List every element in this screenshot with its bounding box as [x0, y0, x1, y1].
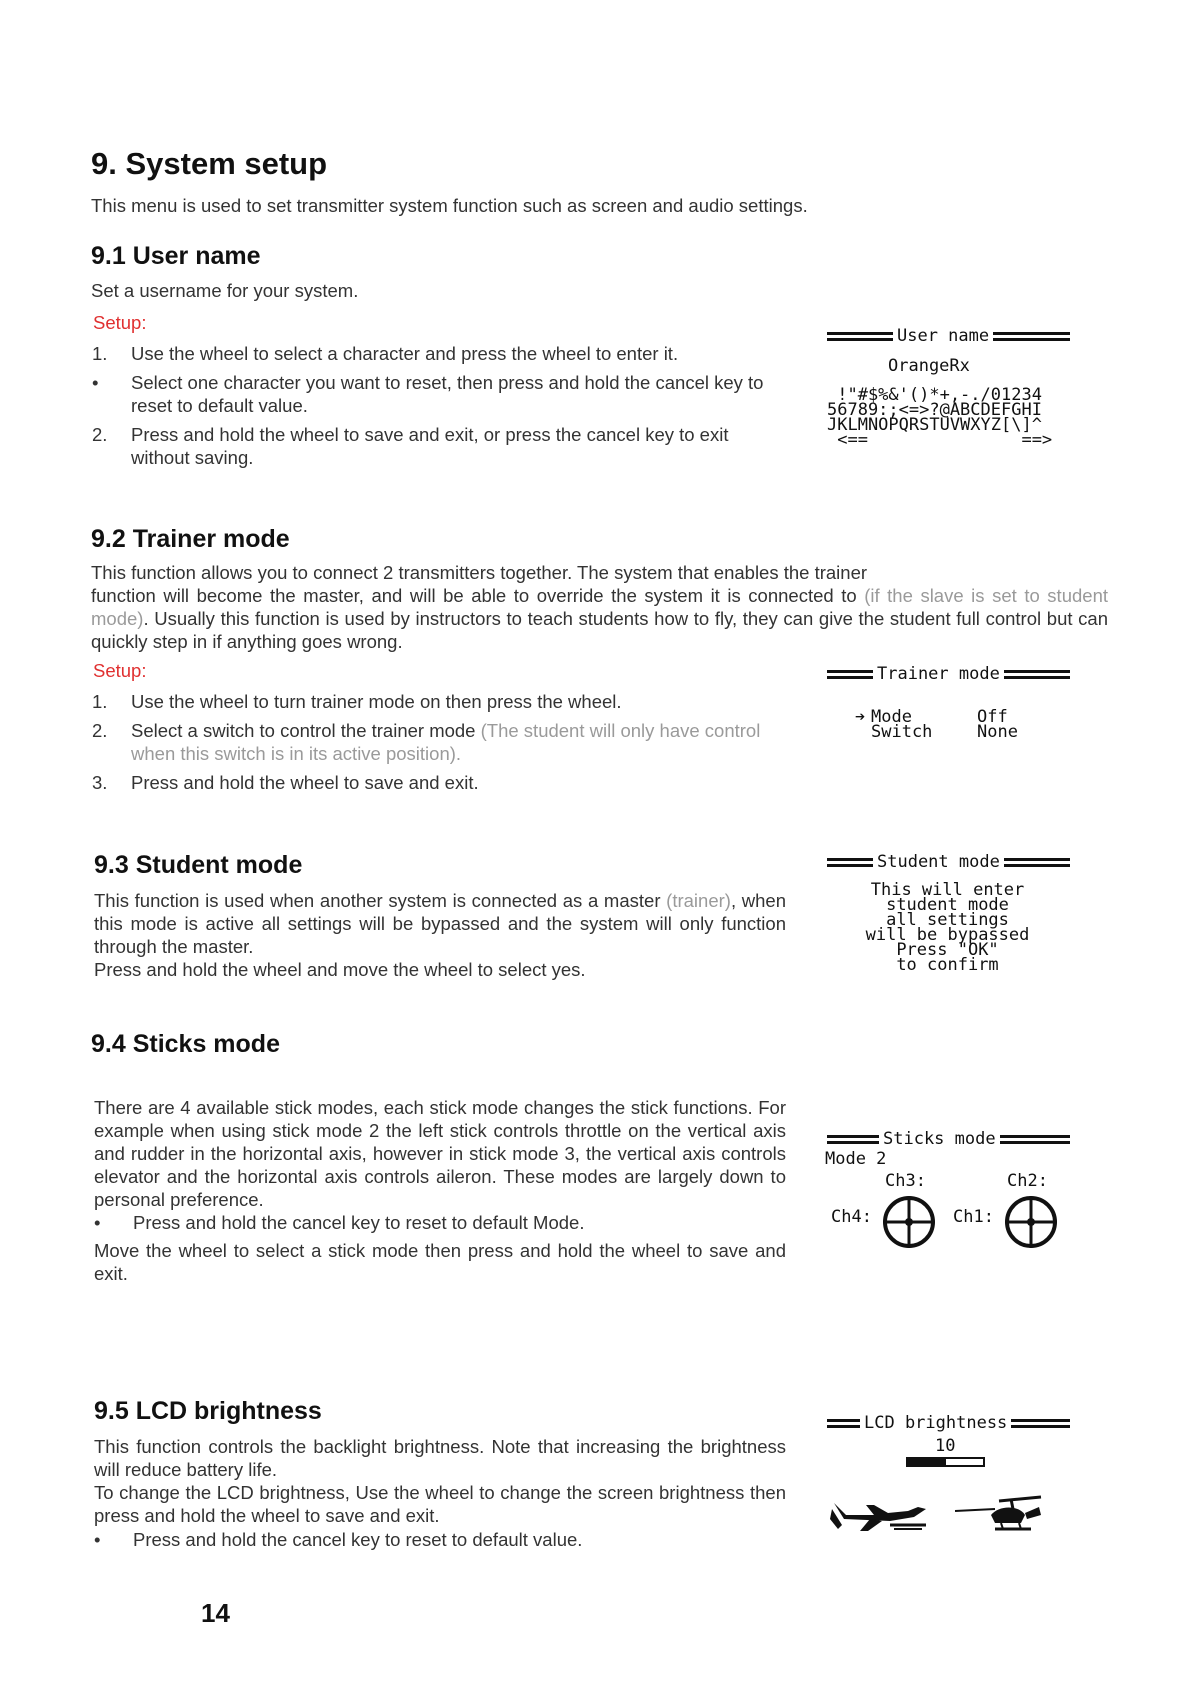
list-marker: •: [94, 1212, 101, 1233]
lcd-title-bar: [1004, 670, 1070, 679]
lcd-sticks-title: [827, 1129, 1070, 1149]
lcd-right-stick-horizontal: Ch1:: [953, 1207, 994, 1227]
list-text-note: (The student will only have control when this switch is in its active position).: [131, 720, 761, 764]
sticks-mode-bullet: [94, 1211, 784, 1234]
lcd-message-line: will be bypassed: [865, 925, 1030, 945]
user-name-step-2: [92, 423, 772, 469]
lcd-left-stick-horizontal: Ch4:: [831, 1207, 872, 1227]
lcd-student-title: [827, 852, 1070, 872]
trainer-mode-setup-label: Setup:: [93, 660, 147, 681]
lcd-charset-row: JKLMNOPQRSTUVWXYZ[\]^: [827, 415, 1042, 435]
lcd-left-stick-vertical: Ch3:: [885, 1171, 926, 1191]
lcd-brightness-p1: This function controls the backlight brightness. Note that increasing the brightness will reduce battery life.: [94, 1436, 786, 1480]
lcd-message-line: Press "OK": [896, 940, 999, 960]
list-text: Use the wheel to turn trainer mode on then press the wheel.: [131, 691, 622, 712]
user-name-bullet: [92, 371, 772, 417]
list-text: Press and hold the wheel to save and exit, or press the cancel key to exit without saving.: [131, 424, 729, 468]
sticks-mode-p1: There are 4 available stick modes, each stick mode changes the stick functions. For example when using stick mode 2 the left stick controls throttle on the vertical axis and rudder in the horizontal axis, however in stick mode 3, the vertical axis controls elevator and the horizontal axis controls aileron. These modes are largely down to personal preference.: [94, 1097, 786, 1210]
student-p1-note: (trainer): [666, 890, 731, 911]
list-marker: 2.: [92, 720, 108, 741]
lcd-title-bar: [993, 332, 1070, 341]
lcd-brightness-fill: [908, 1459, 946, 1465]
lcd-title-bar: [827, 670, 873, 679]
section-user-name-heading: 9.1 User name: [91, 242, 261, 270]
trainer-step-1: [92, 690, 772, 713]
student-p1-text: , when this mode is active all settings will be bypassed and the system will only function through the master.: [94, 890, 786, 957]
lcd-trainer-title: [827, 664, 1070, 684]
list-marker: •: [94, 1529, 101, 1550]
student-mode-p2: Press and hold the wheel and move the wheel to select yes.: [94, 959, 586, 980]
lcd-message-line: student mode: [886, 895, 1009, 915]
section-student-mode-heading: 9.3 Student mode: [94, 851, 303, 879]
lcd-charset: [827, 385, 1053, 450]
helicopter-icon: [955, 1495, 1045, 1535]
lcd-title-text: Sticks mode: [883, 1129, 996, 1149]
lcd-right-stick-vertical: Ch2:: [1007, 1171, 1048, 1191]
sticks-mode-p2: Move the wheel to select a stick mode then press and hold the wheel to save and exit.: [94, 1240, 786, 1284]
lcd-title-bar: [827, 1135, 879, 1144]
lcd-title-bar: [827, 1419, 860, 1428]
lcd-brightness-value: 10: [935, 1436, 956, 1456]
list-text: Press and hold the cancel key to reset to default Mode.: [133, 1212, 585, 1233]
lcd-mode-label: Mode: [871, 707, 912, 727]
user-name-step-1: [92, 342, 772, 365]
trainer-mode-p1: This function allows you to connect 2 transmitters together. The system that enables the trainer: [91, 562, 868, 583]
lcd-charset-row: <== ==>: [827, 430, 1053, 450]
section-sticks-mode-heading: 9.4 Sticks mode: [91, 1030, 280, 1058]
student-p1-text: This function is used when another system is connected as a master: [94, 890, 667, 911]
lcd-brightness-title: [827, 1413, 1070, 1433]
lcd-mode-number: Mode 2: [825, 1149, 887, 1169]
lcd-title-text: LCD brightness: [864, 1413, 1008, 1433]
user-name-setup-label: Setup:: [93, 312, 147, 333]
lcd-user-name-title: [827, 326, 1070, 346]
list-text: Select one character you want to reset, then press and hold the cancel key to reset to default value.: [131, 372, 764, 416]
lcd-brightness-p2: To change the LCD brightness, Use the wheel to change the screen brightness then press and hold the wheel to save and exit.: [94, 1482, 786, 1526]
page-number: 14: [201, 1598, 230, 1628]
lcd-title-bar: [1000, 1135, 1070, 1144]
lcd-charset-row: 56789:;<=>?@ABCDEFGHI: [827, 400, 1042, 420]
lcd-brightness-bullet: [94, 1528, 784, 1551]
lcd-title-bar: [1004, 858, 1070, 867]
lcd-arrow-icon: ➔: [855, 707, 866, 727]
lcd-title-text: Student mode: [877, 852, 1000, 872]
list-marker: 1.: [92, 343, 108, 364]
list-marker: 3.: [92, 772, 108, 793]
section-lcd-brightness-heading: 9.5 LCD brightness: [94, 1397, 322, 1425]
lcd-user-name-value: OrangeRx: [888, 356, 970, 376]
trainer-step-2: [92, 719, 772, 765]
lcd-charset-row: !"#$%&'()*+,-./01234: [827, 385, 1042, 405]
lcd-message-line: to confirm: [896, 955, 999, 975]
lcd-trainer-rows: [855, 707, 1055, 750]
lcd-switch-value: None: [977, 722, 1018, 742]
student-mode-p1: [94, 889, 786, 958]
list-text: [131, 719, 771, 765]
section-trainer-mode-heading: 9.2 Trainer mode: [91, 525, 290, 553]
trainer-p2-text: . Usually this function is used by instructors to teach students how to fly, they can give the student full control but can quickly step in if anything goes wrong.: [91, 608, 1108, 652]
lcd-title-text: User name: [897, 326, 990, 346]
list-marker: •: [92, 372, 99, 393]
trainer-step-3: [92, 771, 772, 794]
lcd-switch-label: Switch: [871, 722, 933, 742]
airplane-icon: [830, 1495, 930, 1535]
user-name-desc: Set a username for your system.: [91, 280, 359, 301]
lcd-title-bar: [827, 332, 893, 341]
page-title: 9. System setup: [91, 146, 328, 181]
list-text: Press and hold the cancel key to reset to default value.: [133, 1529, 583, 1550]
trainer-p2-note: (if the slave is set to student mode): [91, 585, 1108, 629]
trainer-mode-p2: [91, 584, 1108, 653]
lcd-message-line: This will enter: [870, 880, 1025, 900]
lcd-message-line: all settings: [886, 910, 1009, 930]
list-marker: 2.: [92, 424, 108, 445]
list-marker: 1.: [92, 691, 108, 712]
left-stick-icon: [881, 1194, 937, 1250]
lcd-title-text: Trainer mode: [877, 664, 1000, 684]
list-text: Use the wheel to select a character and press the wheel to enter it.: [131, 343, 679, 364]
lcd-title-bar: [827, 858, 873, 867]
intro-text: This menu is used to set transmitter system function such as screen and audio settings.: [91, 195, 808, 216]
lcd-title-bar: [1011, 1419, 1070, 1428]
lcd-student-message: [850, 880, 1045, 975]
trainer-p2-text: function will become the master, and will be able to override the system it is connected to: [91, 585, 865, 606]
lcd-brightness-bar: [906, 1457, 985, 1467]
lcd-sticks-body: [825, 1150, 1070, 1255]
list-text-main: Select a switch to control the trainer mode: [131, 720, 481, 741]
lcd-mode-value: Off: [977, 707, 1008, 727]
list-text: Press and hold the wheel to save and exit.: [131, 772, 479, 793]
right-stick-icon: [1003, 1194, 1059, 1250]
